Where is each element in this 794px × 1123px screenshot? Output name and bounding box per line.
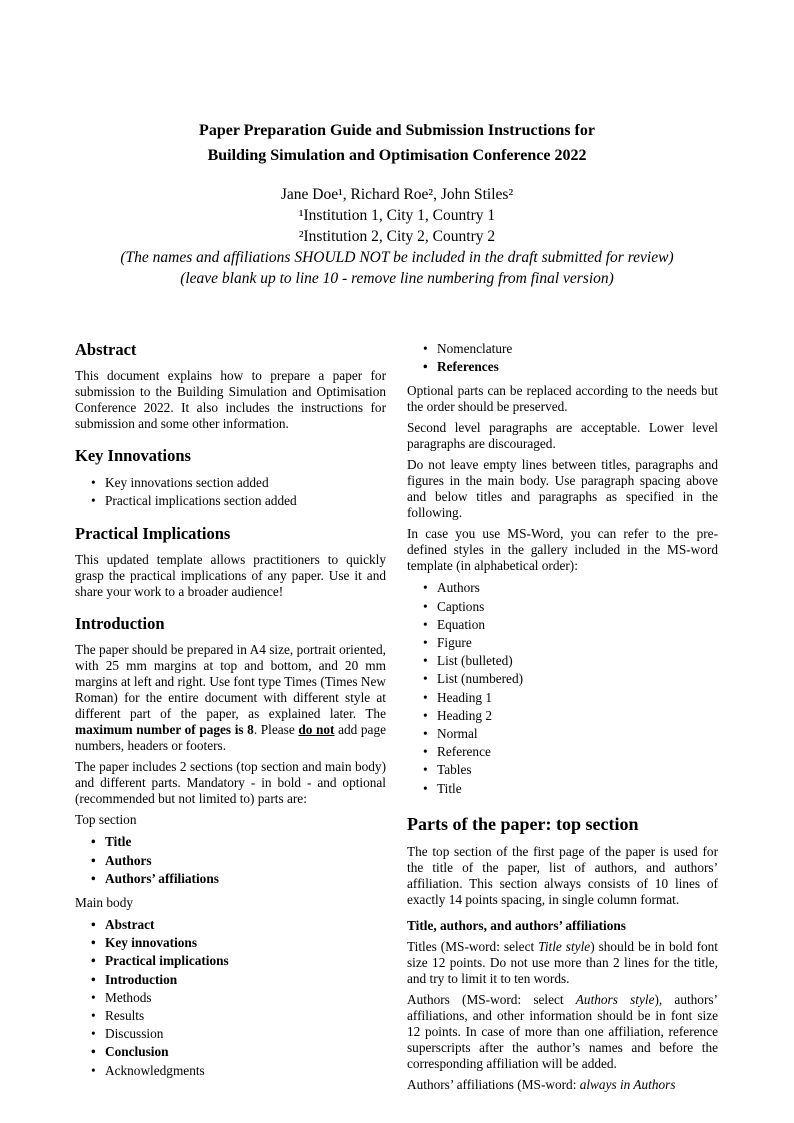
affiliations-style-paragraph [407, 1077, 718, 1093]
list-item: • Authors [105, 852, 386, 870]
left-column [75, 340, 386, 1098]
list-item: • Nomenclature [437, 340, 718, 358]
list-item: • Practical implications [105, 952, 386, 970]
list-item: • Title [437, 780, 718, 798]
affiliation-2: ²Institution 2, City 2, Country 2 [298, 228, 496, 245]
text-run: Authors (MS-word: select [407, 991, 576, 1007]
two-column-body [75, 340, 719, 1098]
right-column [407, 340, 718, 1098]
list-item: • Captions [437, 598, 718, 616]
key-innovations-list [75, 474, 386, 510]
introduction-paragraph-2: The paper includes 2 sections (top section and main body) and different parts. Mandatory - in bold - and optional (recommended but not limited to) parts are: [75, 759, 386, 807]
text-run-bold-underline: do not [298, 722, 335, 738]
list-item: • Practical implications section added [105, 492, 386, 510]
paper-title-line-2: Building Simulation and Optimisation Conference 2022 [207, 147, 587, 164]
list-item: • Methods [105, 989, 386, 1007]
list-item: • Figure [437, 634, 718, 652]
optional-parts-paragraph: Optional parts can be replaced according to the needs but the order should be preserved. [407, 383, 718, 415]
msword-styles-paragraph: In case you use MS-Word, you can refer to the pre-defined styles in the gallery included in the MS-word template (in alphabetical order): [407, 526, 718, 574]
list-item: • List (bulleted) [437, 652, 718, 670]
msword-styles-list [407, 579, 718, 797]
main-body-list [75, 916, 386, 1080]
text-run: Titles (MS-word: select [407, 938, 539, 954]
list-item: • Key innovations section added [105, 474, 386, 492]
abstract-paragraph: This document explains how to prepare a paper for submission to the Building Simulation and Optimisation Conference 2022. It also includes the instructions for submission and some other information. [75, 368, 386, 431]
abstract-heading: Abstract [75, 340, 137, 359]
text-run: . Please [253, 722, 299, 738]
list-item: • Results [105, 1007, 386, 1025]
list-item: • Reference [437, 743, 718, 761]
text-run: ), authors’ affiliations, and other information should be in font size 12 points. In case of more than one affiliation, reference superscripts after the author’s names and before the corresponding affiliation will be added. [407, 991, 718, 1071]
main-body-label: Main body [75, 895, 133, 911]
empty-lines-paragraph: Do not leave empty lines between titles, paragraphs and figures in the main body. Use paragraph spacing above and below titles and paragraphs as specified in the following. [407, 457, 718, 521]
list-item: • Tables [437, 761, 718, 779]
list-item: • Equation [437, 616, 718, 634]
top-section-list [75, 833, 386, 888]
text-run-italic: always in Authors [579, 1076, 676, 1092]
list-item: • Abstract [105, 916, 386, 934]
text-run: add page numbers, headers or footers. [75, 722, 386, 754]
text-run: Authors’ affiliations (MS-word: [407, 1076, 580, 1092]
list-item: • Authors [437, 579, 718, 597]
paper-title-line-1: Paper Preparation Guide and Submission Instructions for [199, 122, 595, 139]
list-item: • References [437, 358, 718, 376]
list-item: • Normal [437, 725, 718, 743]
text-run: The paper should be prepared in A4 size, portrait oriented, with 25 mm margins at top and bottom, and 20 mm margins at left and right. Use font type Times (Times New Roman) for the entire document with different style at different part of the paper, as explained later. The [75, 642, 386, 722]
parts-top-section-paragraph: The top section of the first page of the paper is used for the title of the paper, list of authors, and authors’ affiliation. This section always consists of 10 lines of exactly 14 points spacing, in single column format. [407, 843, 718, 907]
parts-top-section-heading: Parts of the paper: top section [407, 813, 639, 834]
top-section-label: Top section [75, 812, 137, 828]
review-note: (The names and affiliations SHOULD NOT be included in the draft submitted for review) [120, 249, 674, 266]
text-run-italic: Title style [538, 938, 591, 954]
title-authors-affiliations-heading: Title, authors, and authors’ affiliations [407, 917, 626, 933]
practical-implications-paragraph: This updated template allows practitioners to quickly grasp the practical implications of any paper. Use it and share your work to a broader audience! [75, 552, 386, 600]
list-item: • Conclusion [105, 1043, 386, 1061]
practical-implications-heading: Practical Implications [75, 524, 231, 544]
paper-header [75, 118, 719, 289]
titles-style-paragraph [407, 939, 718, 987]
text-run: ) should be in bold font size 12 points. Do not use more than 2 lines for the title, and try to limit it to ten words. [407, 938, 719, 986]
list-item: • Introduction [105, 971, 386, 989]
second-level-paragraph: Second level paragraphs are acceptable. Lower level paragraphs are discouraged. [407, 420, 718, 452]
key-innovations-heading: Key Innovations [75, 446, 191, 465]
main-body-list-continuation [407, 340, 718, 376]
authors-style-paragraph [407, 992, 718, 1072]
list-item: • Key innovations [105, 934, 386, 952]
authors-line: Jane Doe¹, Richard Roe², John Stiles² [280, 186, 514, 203]
introduction-heading: Introduction [75, 614, 165, 634]
introduction-paragraph-1 [75, 642, 386, 754]
line-numbering-note: (leave blank up to line 10 - remove line numbering from final version) [180, 270, 614, 287]
list-item: • Title [105, 833, 386, 851]
text-run-italic: Authors style [575, 991, 655, 1007]
list-item: • Discussion [105, 1025, 386, 1043]
list-item: • Acknowledgments [105, 1062, 386, 1080]
list-item: • Heading 1 [437, 689, 718, 707]
text-run-bold: maximum number of pages is 8 [75, 722, 254, 738]
list-item: • Authors’ affiliations [105, 870, 386, 888]
paper-title [75, 118, 719, 168]
list-item: • List (numbered) [437, 670, 718, 688]
list-item: • Heading 2 [437, 707, 718, 725]
affiliation-1: ¹Institution 1, City 1, Country 1 [298, 207, 496, 224]
